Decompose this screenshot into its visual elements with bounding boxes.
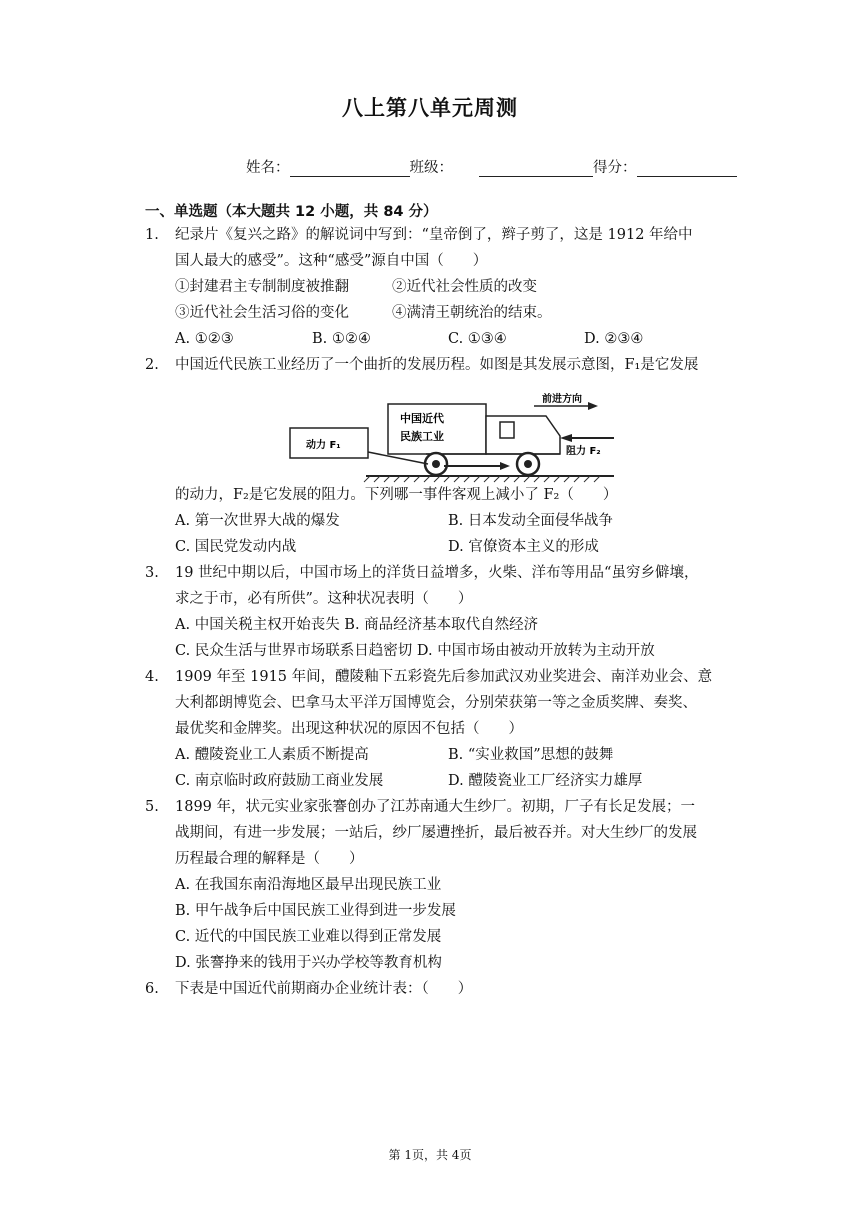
truck-label-line-2: 民族工业	[400, 430, 444, 443]
question-number: 5.	[145, 799, 159, 815]
question-number: 3.	[145, 565, 159, 581]
statement-3: ③近代社会生活习俗的变化	[175, 305, 349, 321]
option-b[interactable]: B. 甲午战争后中国民族工业得到进一步发展	[175, 903, 456, 919]
question-1-stem-line-2: 国人最大的感受”。这种“感受”源自中国（ ）	[175, 253, 488, 269]
question-4-stem-line-1: 1909 年至 1915 年间，醴陵釉下五彩瓷先后参加武汉劝业奖进会、南洋劝业会、意	[175, 669, 713, 685]
score-label: 得分：	[593, 160, 637, 176]
option-d[interactable]: D. 张謇挣来的钱用于兴办学校等教育机构	[175, 955, 442, 971]
option-a[interactable]: A. 醴陵瓷业工人素质不断提高	[175, 747, 369, 763]
class-label: 班级：	[409, 160, 453, 176]
direction-label: 前进方向	[542, 394, 582, 405]
class-blank[interactable]	[479, 160, 593, 177]
option-d[interactable]: D. 醴陵瓷业工厂经济实力雄厚	[448, 773, 643, 789]
option-c[interactable]: C. 近代的中国民族工业难以得到正常发展	[175, 929, 442, 945]
question-4-stem-line-3: 最优奖和金牌奖。出现这种状况的原因不包括（ ）	[175, 721, 523, 737]
question-number: 4.	[145, 669, 159, 685]
option-d[interactable]: D. 官僚资本主义的形成	[448, 539, 599, 555]
question-6-stem-line-1: 下表是中国近代前期商办企业统计表：（ ）	[175, 981, 473, 997]
question-number: 1.	[145, 227, 159, 243]
question-3-stem-line-2: 求之于市，必有所供”。这种状况表明（ ）	[175, 591, 473, 607]
student-info-line	[246, 155, 737, 177]
option-c[interactable]: C. 国民党发动内战	[175, 539, 297, 555]
question-number: 2.	[145, 357, 159, 373]
question-3-stem-line-1: 19 世纪中期以后，中国市场上的洋货日益增多，火柴、洋布等用品“虽穷乡僻壤，	[175, 565, 699, 581]
statement-4: ④满清王朝统治的结束。	[392, 305, 552, 321]
question-5-stem-line-3: 历程最合理的解释是（ ）	[175, 851, 364, 867]
power-label: 动力 F₁	[306, 440, 341, 451]
option-b[interactable]: B. “实业救国”思想的鼓舞	[448, 747, 614, 763]
option-d[interactable]: D. ②③④	[584, 331, 644, 347]
name-blank[interactable]	[290, 160, 410, 177]
option-a[interactable]: A. 在我国东南沿海地区最早出现民族工业	[175, 877, 442, 893]
options-c-d[interactable]: C. 民众生活与世界市场联系日趋密切 D. 中国市场由被动开放转为主动开放	[175, 643, 655, 659]
option-a[interactable]: A. ①②③	[175, 331, 234, 347]
statement-2: ②近代社会性质的改变	[392, 279, 537, 295]
options-a-b[interactable]: A. 中国关税主权开始丧失 B. 商品经济基本取代自然经济	[175, 617, 539, 633]
truck-label-line-1: 中国近代	[400, 412, 444, 425]
option-c[interactable]: C. 南京临时政府鼓励工商业发展	[175, 773, 384, 789]
industry-force-diagram	[288, 392, 618, 484]
question-2-stem-line-2: 的动力，F₂是它发展的阻力。下列哪一事件客观上减小了 F₂（ ）	[175, 487, 618, 503]
question-1-stem-line-1: 纪录片《复兴之路》的解说词中写到：“皇帝倒了，辫子剪了，这是 1912 年给中	[175, 227, 693, 243]
score-blank[interactable]	[637, 160, 737, 177]
question-2-stem-line-1: 中国近代民族工业经历了一个曲折的发展历程。如图是其发展示意图，F₁是它发展	[175, 357, 699, 373]
question-5-stem-line-1: 1899 年，状元实业家张謇创办了江苏南通大生纱厂。初期，厂子有长足发展；一	[175, 799, 696, 815]
question-4-stem-line-2: 大利都朗博览会、巴拿马太平洋万国博览会，分别荣获第一等之金质奖牌、奏奖、	[175, 695, 697, 711]
question-number: 6.	[145, 981, 159, 997]
option-b[interactable]: B. 日本发动全面侵华战争	[448, 513, 613, 529]
name-label: 姓名：	[246, 160, 290, 176]
option-a[interactable]: A. 第一次世界大战的爆发	[175, 513, 340, 529]
section-heading: 一、单选题（本大题共 12 小题，共 84 分）	[145, 204, 438, 220]
option-c[interactable]: C. ①③④	[448, 331, 507, 347]
resistance-label: 阻力 F₂	[566, 446, 601, 457]
page-footer: 第 1页，共 4页	[388, 1148, 472, 1162]
statement-1: ①封建君主专制制度被推翻	[175, 279, 349, 295]
option-b[interactable]: B. ①②④	[312, 331, 371, 347]
page-title: 八上第八单元周测	[342, 96, 518, 120]
question-5-stem-line-2: 战期间，有进一步发展；一站后，纱厂屡遭挫折，最后被吞并。对大生纱厂的发展	[175, 825, 697, 841]
